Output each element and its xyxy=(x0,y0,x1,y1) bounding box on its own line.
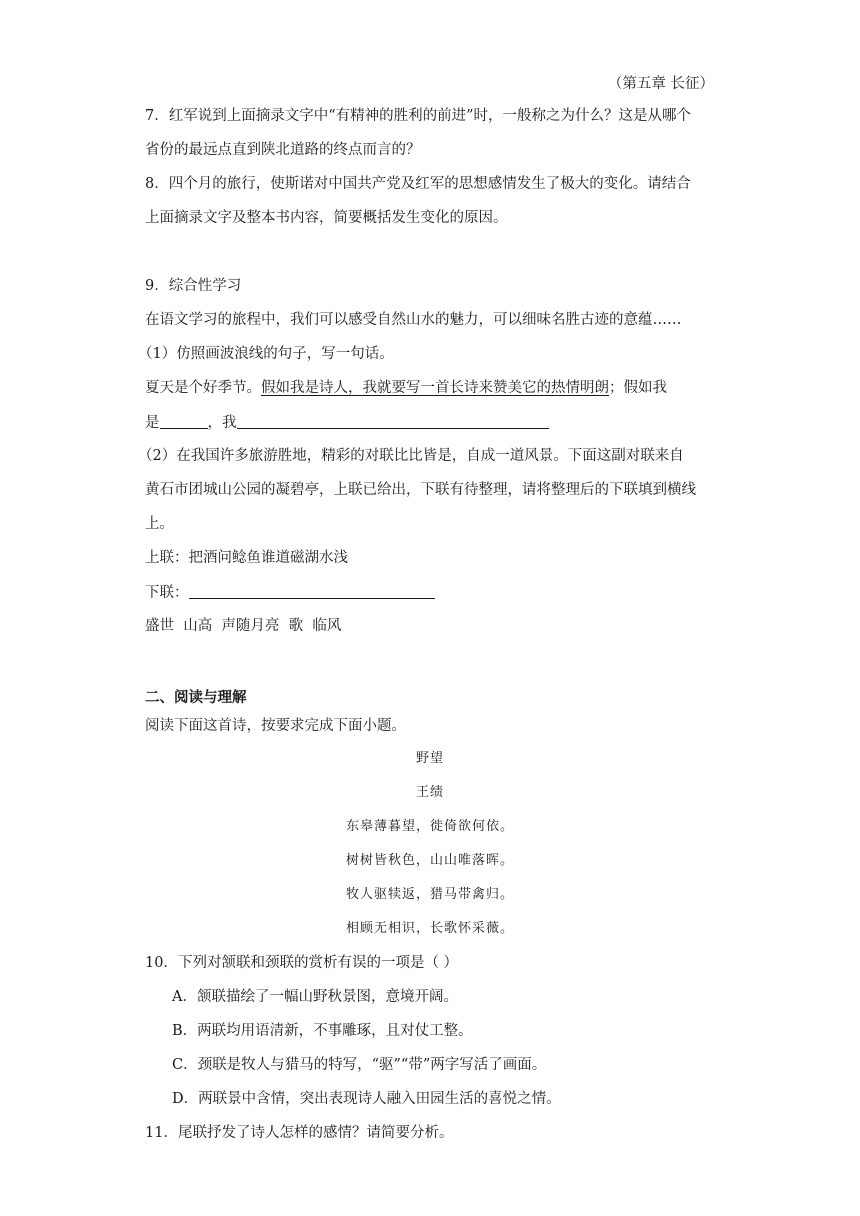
question-11-stem: 11．尾联抒发了诗人怎样的感情？请简要分析。 xyxy=(145,1125,454,1141)
question-7-line-2: 省份的最远点直到陕北道路的终点而言的？ xyxy=(145,142,421,158)
fill-label-wo: ，我 xyxy=(207,415,237,431)
question-9-example-sentence xyxy=(145,378,667,398)
fill-label-shi: 是 xyxy=(145,415,160,431)
reading-instruction: 阅读下面这首诗，按要求完成下面小题。 xyxy=(145,718,406,734)
example-prefix: 夏天是个好季节。 xyxy=(145,380,261,396)
lower-couplet-line xyxy=(145,582,435,603)
poem-author: 王绩 xyxy=(415,785,444,800)
question-9-fill-line xyxy=(145,412,549,433)
poem-line-2: 树树皆秋色，山山唯落晖。 xyxy=(345,853,514,868)
question-9-part-2-line-3: 上。 xyxy=(145,516,174,532)
question-7-line-1: 7．红军说到上面摘录文字中“有精神的胜利的前进”时，一般称之为什么？这是从哪个 xyxy=(145,108,692,124)
question-9-intro: 在语文学习的旅程中，我们可以感受自然山水的魅力，可以细味名胜古迹的意蕴…… xyxy=(145,312,682,328)
answer-blank-short[interactable] xyxy=(160,412,208,429)
question-9-title: 9．综合性学习 xyxy=(145,278,242,294)
question-10-option-a[interactable]: A．颔联描绘了一幅山野秋景图，意境开阔。 xyxy=(172,989,458,1005)
question-9-part-1-title: （1）仿照画波浪线的句子，写一句话。 xyxy=(138,346,394,362)
poem-title: 野望 xyxy=(415,751,444,766)
question-10-option-b[interactable]: B．两联均用语清新，不事雕琢，且对仗工整。 xyxy=(172,1023,473,1039)
section-2-heading: 二、阅读与理解 xyxy=(145,689,247,706)
upper-couplet: 上联：把酒问鲶鱼谁道磁湖水浅 xyxy=(145,550,348,566)
question-9-part-2-line-2: 黄石市团城山公园的凝碧亭，上联已给出，下联有待整理，请将整理后的下联填到横线 xyxy=(145,482,696,498)
example-suffix: ；假如我 xyxy=(609,380,667,396)
lower-couplet-label: 下联： xyxy=(145,585,189,601)
question-10-option-d[interactable]: D．两联景中含情，突出表现诗人融入田园生活的喜悦之情。 xyxy=(172,1091,561,1107)
answer-blank-long[interactable] xyxy=(237,412,549,429)
example-wavy-underlined: 假如我是诗人，我就要写一首长诗来赞美它的热情明朗 xyxy=(261,380,609,396)
poem-line-1: 东皋薄暮望，徙倚欲何依。 xyxy=(345,819,514,834)
lower-couplet-blank[interactable] xyxy=(189,582,435,599)
question-9-part-2-line-1: （2）在我国许多旅游胜地，精彩的对联比比皆是，自成一道风景。下面这副对联来自 xyxy=(138,448,684,464)
poem-line-4: 相顾无相识，长歌怀采薇。 xyxy=(345,921,514,936)
poem-line-3: 牧人驱犊返，猎马带禽归。 xyxy=(345,887,514,902)
question-10-option-c[interactable]: C．颈联是牧人与猎马的特写，“驱”“带”两字写活了画面。 xyxy=(172,1057,547,1073)
word-bank: 盛世 山高 声随月亮 歌 临风 xyxy=(145,618,342,634)
question-10-stem: 10．下列对颔联和颈联的赏析有误的一项是（ ） xyxy=(145,955,459,971)
question-8-line-1: 8．四个月的旅行，使斯诺对中国共产党及红军的思想感情发生了极大的变化。请结合 xyxy=(145,176,691,192)
question-8-line-2: 上面摘录文字及整本书内容，简要概括发生变化的原因。 xyxy=(145,210,508,226)
chapter-reference: （第五章 长征） xyxy=(607,76,714,92)
